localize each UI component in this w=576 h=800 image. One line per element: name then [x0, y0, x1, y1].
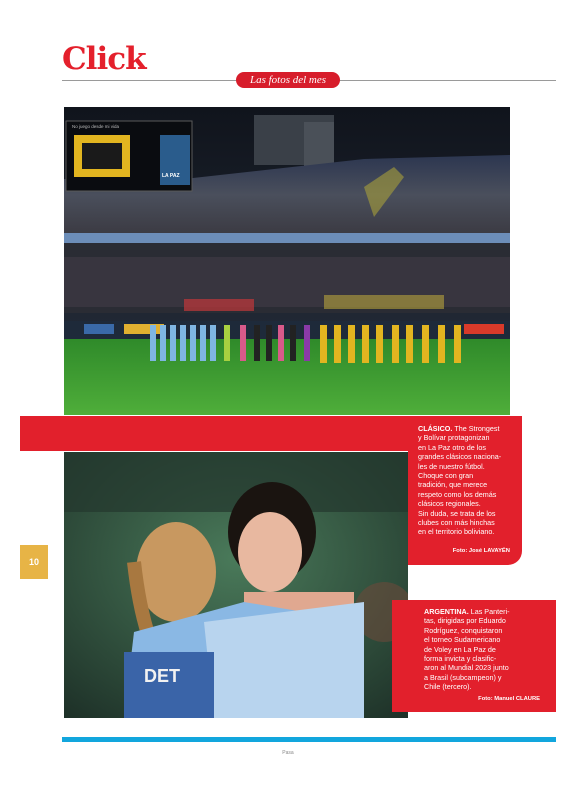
caption-clasico-line: les de nuestro fútbol. — [418, 461, 485, 471]
scoreboard-right-text: LA PAZ — [162, 173, 180, 179]
stadium-illustration — [64, 107, 510, 415]
stadium-photo — [64, 107, 510, 415]
caption-argentina-line: aron al Mundial 2023 junto — [424, 663, 509, 673]
caption-clasico-line: respeto como los demás — [418, 489, 497, 499]
magazine-logo: Click — [62, 41, 146, 77]
caption-argentina — [392, 600, 556, 712]
red-band — [20, 416, 408, 451]
scoreboard-text: No juego desde mi vida — [72, 124, 120, 129]
caption-clasico-line: clásicos regionales. — [418, 499, 481, 509]
caption-clasico-line: Choque con gran — [418, 471, 474, 481]
caption-clasico-lead: CLÁSICO. — [418, 424, 455, 433]
page-number: 10 — [20, 545, 48, 579]
jersey-text: DET — [144, 666, 180, 686]
volleyball-illustration — [64, 452, 408, 718]
caption-argentina-lead: ARGENTINA. — [424, 607, 471, 616]
footer-text: Pasa — [282, 750, 294, 756]
caption-clasico-line: en La Paz otro de los — [418, 442, 486, 452]
footer-bar — [62, 737, 556, 742]
caption-argentina-line: a Brasil (subcampeon) y — [424, 672, 502, 682]
caption-argentina-line: de Voley en La Paz de — [424, 644, 496, 654]
caption-clasico-line: Sin duda, se trata de los — [418, 508, 496, 518]
photo-credit-clasico: Foto: José LAVAYÉN — [452, 547, 510, 554]
caption-argentina-line: Las Panteri- — [470, 607, 510, 616]
caption-clasico-line: y Bolívar protagonizan — [418, 433, 490, 443]
caption-argentina-line: el torneo Sudamericano — [424, 635, 501, 645]
caption-clasico — [408, 416, 522, 565]
caption-argentina-line: forma invicta y clasific- — [424, 654, 497, 664]
section-tag: Las fotos del mes — [236, 72, 340, 88]
caption-clasico-line: tradición, que merece — [418, 480, 488, 490]
photo-credit-argentina: Foto: Manuel CLAURE — [478, 695, 540, 702]
caption-argentina-line: Rodríguez, conquistaron — [424, 625, 503, 635]
caption-clasico-line: The Strongest — [454, 424, 500, 433]
caption-argentina-line: tas, dirigidas por Eduardo — [424, 616, 506, 626]
caption-clasico-line: clubes con más hinchas — [418, 518, 495, 528]
caption-clasico-line: grandes clásicos naciona- — [418, 452, 502, 462]
caption-clasico-line: en el territorio boliviano. — [418, 527, 495, 537]
volleyball-photo — [64, 452, 408, 718]
caption-argentina-line: Chile (tercero). — [424, 682, 472, 692]
